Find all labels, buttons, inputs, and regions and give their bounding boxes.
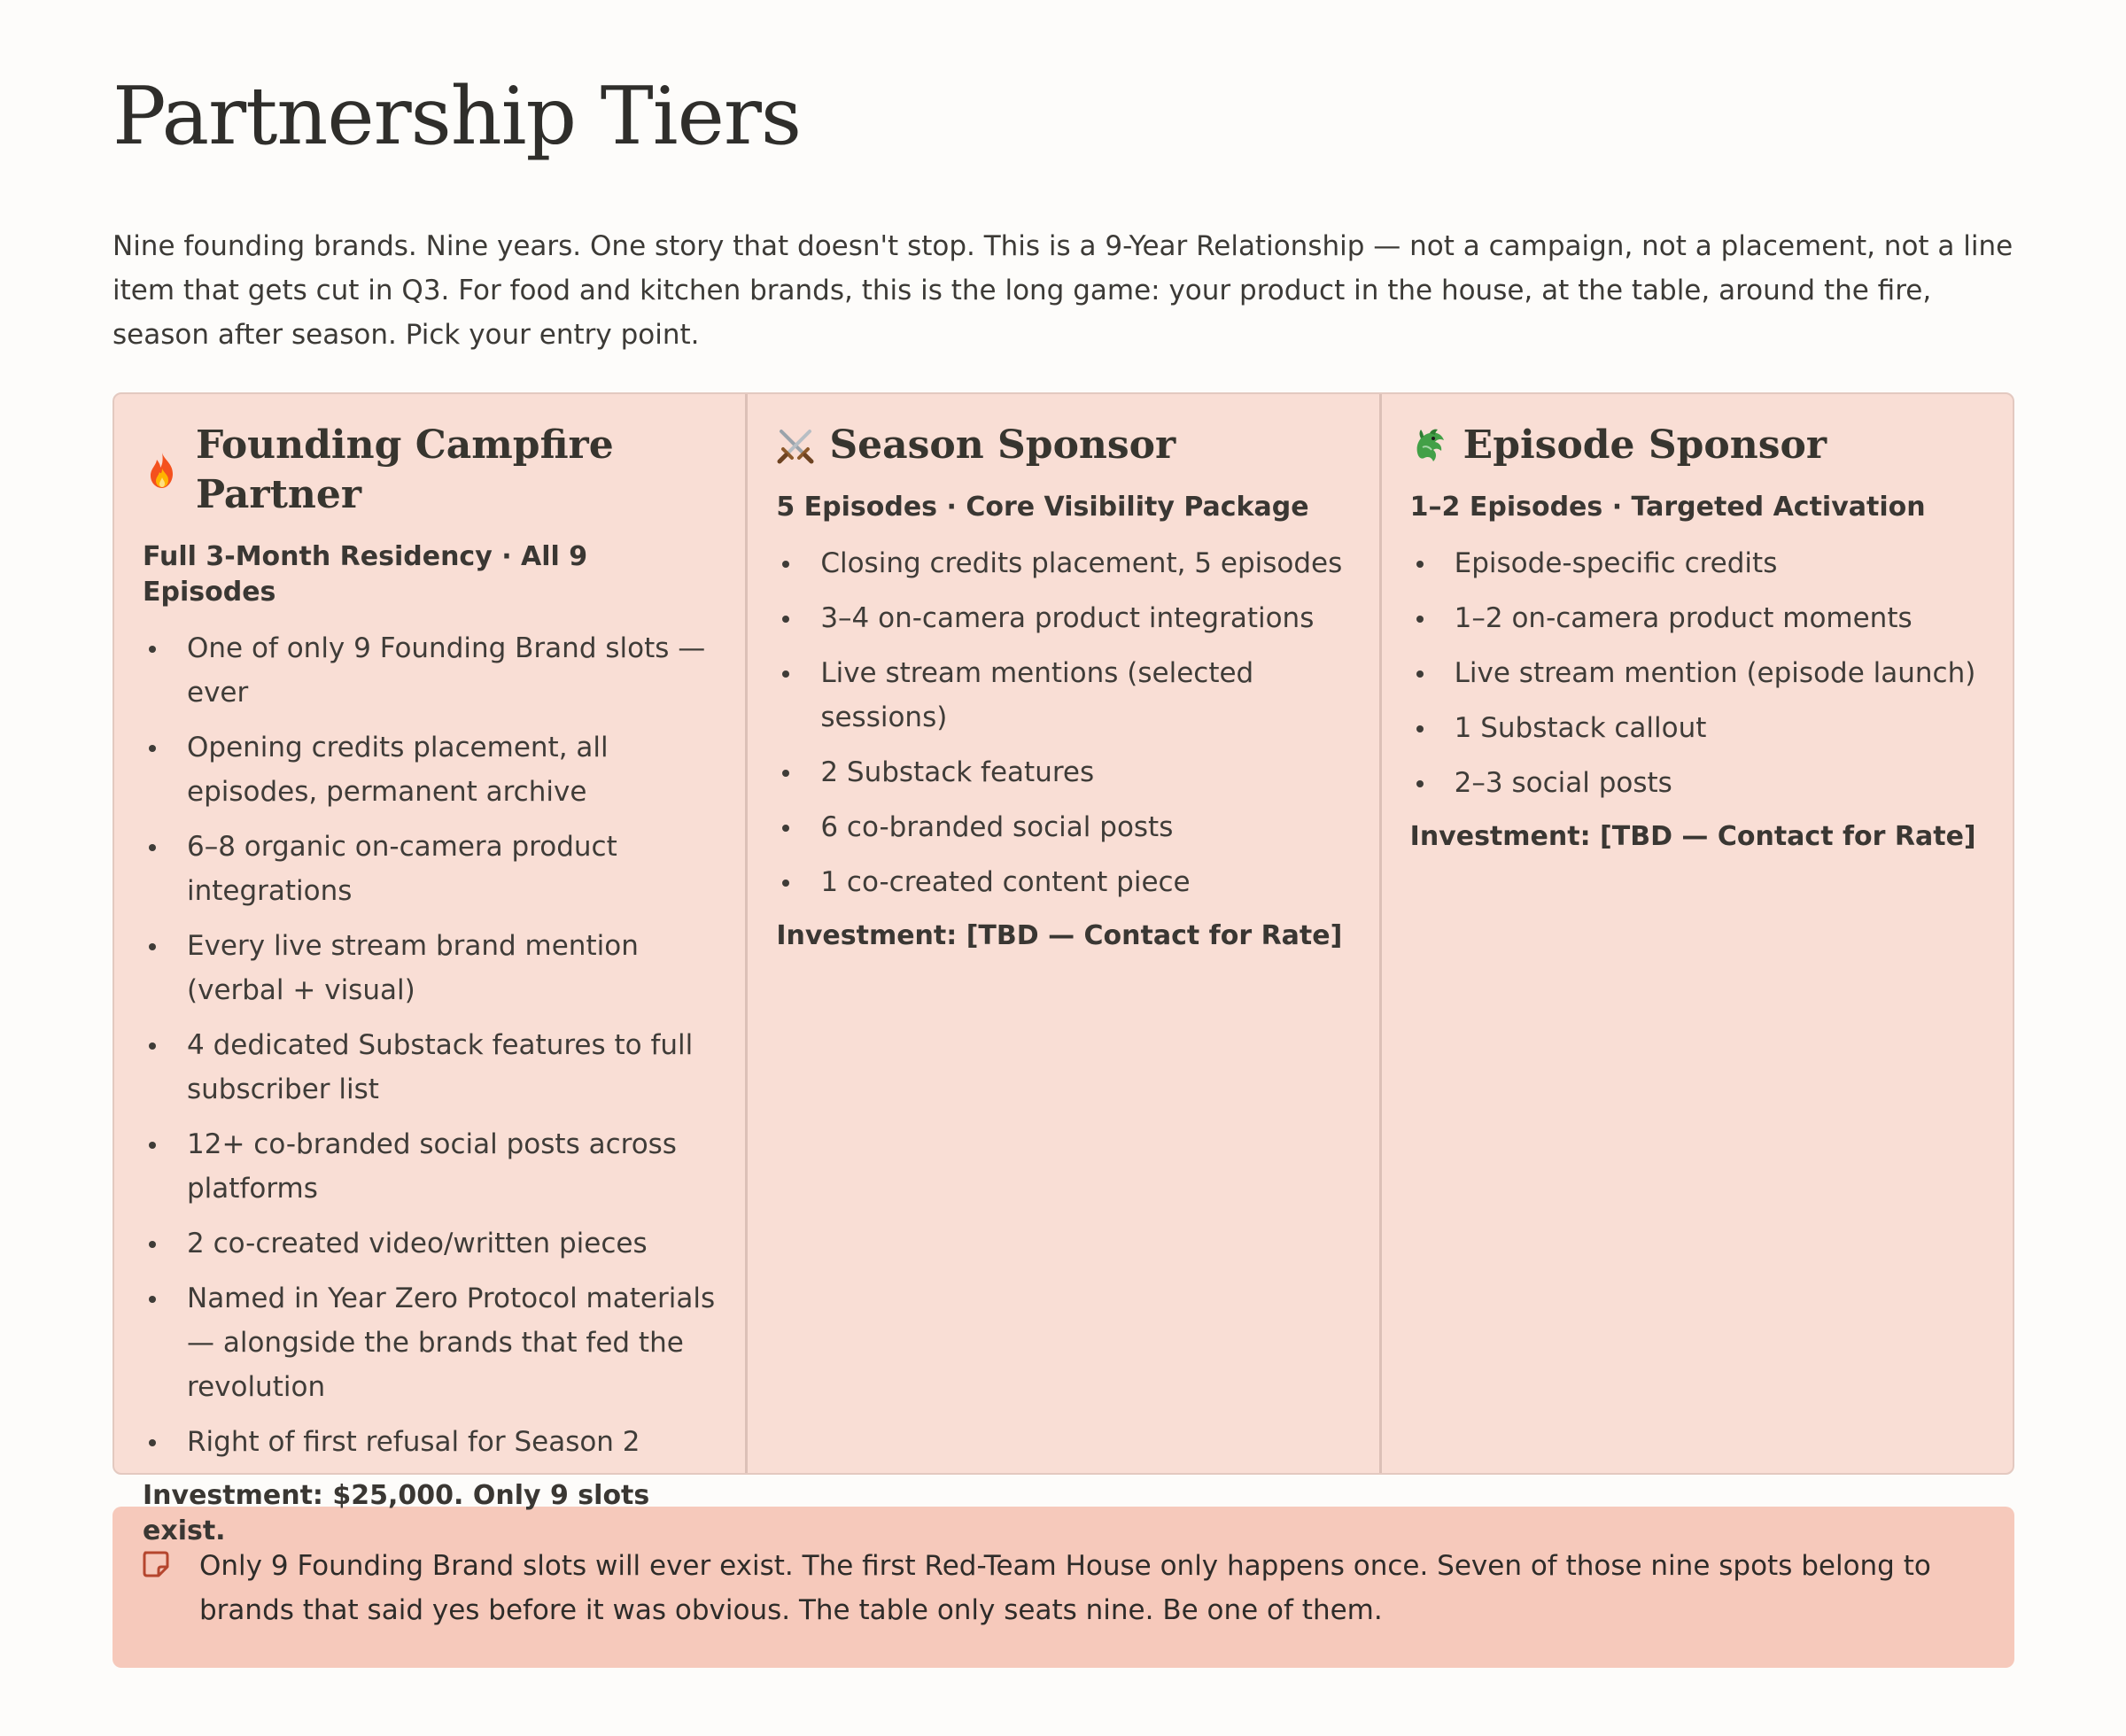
- tier-columns: [113, 392, 2014, 1546]
- list-item: 4 dedicated Substack features to full subscriber list: [187, 1023, 718, 1112]
- list-item: Right of first refusal for Season 2: [187, 1420, 718, 1464]
- tier-title-text: Season Sponsor: [829, 422, 1176, 468]
- tier-title: [1410, 421, 1986, 470]
- tier-episode-sponsor: [1382, 394, 2013, 1473]
- tier-founding-campfire-partner: [114, 394, 748, 1546]
- tier-title: [776, 421, 1352, 470]
- list-item: 1 co-created content piece: [820, 860, 1352, 904]
- fire-icon: [143, 451, 182, 490]
- list-item: Named in Year Zero Protocol materials — alongside the brands that fed the revolution: [187, 1276, 718, 1409]
- list-item: 2–3 social posts: [1455, 761, 1986, 805]
- tier-subtitle: 5 Episodes · Core Visibility Package: [776, 492, 1309, 523]
- tier-subtitle: Full 3-Month Residency · All 9 Episodes: [143, 541, 588, 608]
- list-item: 6–8 organic on-camera product integrations: [187, 825, 718, 913]
- feature-list: [776, 541, 1352, 904]
- list-item: Opening credits placement, all episodes, permanent archive: [187, 725, 718, 814]
- page-title: Partnership Tiers: [113, 70, 802, 163]
- list-item: Live stream mention (episode launch): [1455, 651, 1986, 695]
- list-item: Every live stream brand mention (verbal + visual): [187, 924, 718, 1012]
- dragon-icon: [1410, 426, 1449, 465]
- feature-list: [1410, 541, 1986, 805]
- list-item: One of only 9 Founding Brand slots — ever: [187, 626, 718, 715]
- tier-title-text: Founding Campfire Partner: [196, 422, 614, 517]
- crossed-swords-icon: [776, 426, 815, 465]
- list-item: 2 co-created video/written pieces: [187, 1221, 718, 1266]
- list-item: 6 co-branded social posts: [820, 805, 1352, 849]
- page: [113, 0, 2014, 1668]
- tier-investment: Investment: $25,000. Only 9 slots exist.: [143, 1480, 650, 1546]
- tier-title: [143, 421, 718, 520]
- list-item: 3–4 on-camera product integrations: [820, 596, 1352, 640]
- list-item: 1 Substack callout: [1455, 706, 1986, 750]
- list-item: Episode-specific credits: [1455, 541, 1986, 585]
- intro-paragraph: Nine founding brands. Nine years. One story that doesn't stop. This is a 9-Year Relationship — not a campaign, not a placement, not a line item that gets cut in Q3. For food and kitchen brands, this is the long game: your product in the house, at the table, around the fire, season after season. Pick your entry point.: [113, 230, 2013, 351]
- list-item: Live stream mentions (selected sessions): [820, 651, 1352, 740]
- feature-list: [143, 626, 718, 1464]
- note-icon: [141, 1549, 171, 1579]
- tier-title-text: Episode Sponsor: [1463, 422, 1827, 468]
- list-item: 1–2 on-camera product moments: [1455, 596, 1986, 640]
- list-item: 2 Substack features: [820, 750, 1352, 794]
- tier-subtitle: 1–2 Episodes · Targeted Activation: [1409, 492, 1926, 523]
- tier-investment: Investment: [TBD — Contact for Rate]: [1409, 821, 1976, 852]
- list-item: Closing credits placement, 5 episodes: [820, 541, 1352, 585]
- tier-investment: Investment: [TBD — Contact for Rate]: [776, 920, 1343, 951]
- list-item: 12+ co-branded social posts across platforms: [187, 1122, 718, 1211]
- tier-season-sponsor: [748, 394, 1381, 1473]
- callout-text: Only 9 Founding Brand slots will ever exist. The first Red-Team House only happens once. Seven of those nine spots belong to brands that said yes before it was obvious. The table only seats nine. Be one of them.: [199, 1550, 1931, 1626]
